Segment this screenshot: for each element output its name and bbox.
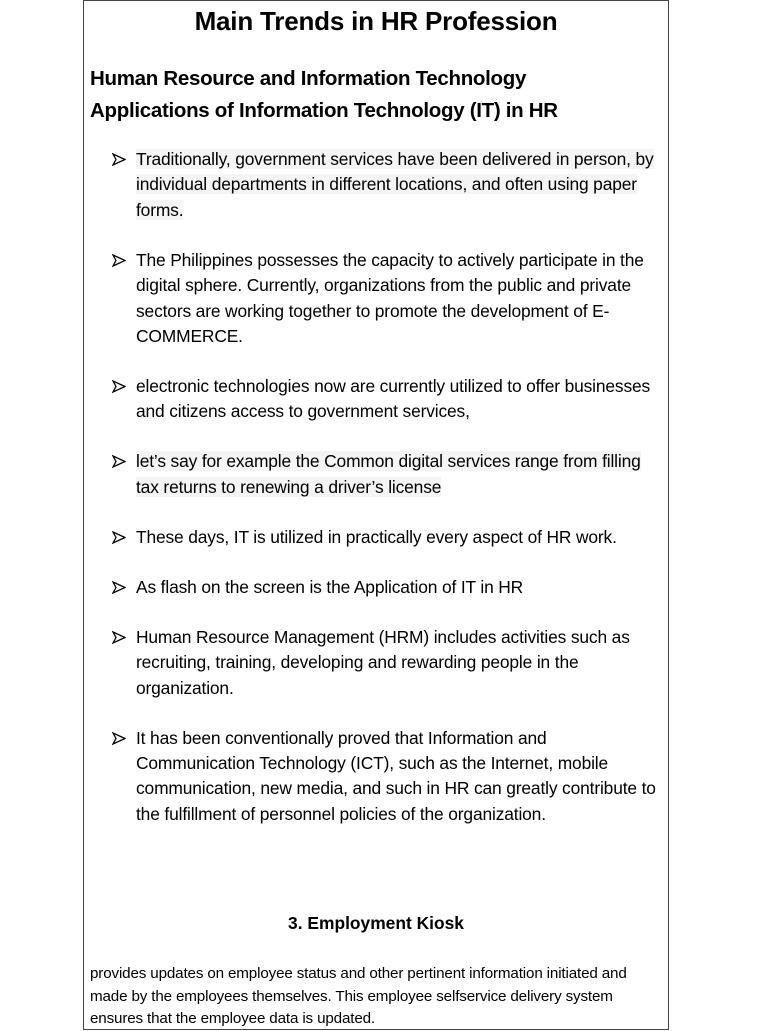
bullet-text: electronic technologies now are currently utilized to offer businesses and citizens access to government services,: [136, 376, 651, 422]
arrowhead-bullet-icon: [112, 581, 126, 594]
arrowhead-bullet-icon: [112, 380, 126, 393]
bullet-text: Traditionally, government services have been delivered in person, by individual departments in different locations, and often using paper forms.: [136, 149, 654, 220]
bullet-text: Human Resource Management (HRM) includes activities such as recruiting, training, developing and rewarding people in the organization.: [136, 626, 630, 698]
subheading: [90, 63, 665, 127]
arrowhead-bullet-icon: [112, 732, 126, 745]
bullet-item: [112, 575, 662, 600]
arrowhead-bullet-icon: [112, 254, 126, 267]
page-title: Main Trends in HR Profession: [194, 6, 558, 36]
bullet-item: [112, 525, 662, 550]
bullet-item: [112, 147, 662, 223]
bullet-text: let’s say for example the Common digital services range from filling tax returns to renewing a driver’s license: [136, 451, 641, 497]
subheading-line-1: Human Resource and Information Technology: [90, 67, 527, 90]
arrowhead-bullet-icon: [112, 153, 126, 166]
arrowhead-bullet-icon: [112, 531, 126, 544]
section-paragraph: provides updates on employee status and other pertinent information initiated and made by the employees themselves. This employee selfservice delivery system ensures that the employee data is updated.: [90, 965, 627, 1027]
bullet-item: [112, 248, 662, 350]
bullet-text: The Philippines possesses the capacity to actively participate in the digital sphere. Currently, organizations from the public and private sectors are working together to promote the development of E-COMMERCE.: [136, 249, 644, 347]
bullet-item: [112, 449, 662, 500]
bullet-list: [112, 147, 662, 852]
bullet-text: As flash on the screen is the Application of IT in HR: [136, 576, 524, 597]
document-page: [83, 0, 669, 1030]
arrowhead-bullet-icon: [112, 631, 126, 644]
bullet-item: [112, 726, 662, 828]
section-title: 3. Employment Kiosk: [288, 913, 464, 933]
bullet-item: [112, 374, 662, 425]
arrowhead-bullet-icon: [112, 455, 126, 468]
bullet-text: These days, IT is utilized in practically every aspect of HR work.: [136, 526, 617, 547]
bullet-item: [112, 625, 662, 701]
bullet-text: It has been conventionally proved that Information and Communication Technology (ICT), such as the Internet, mobile communication, new media, and such in HR can greatly contribute to the fulfillment of personnel policies of the organization.: [136, 727, 656, 824]
subheading-line-2: Applications of Information Technology (IT) in HR: [90, 99, 558, 122]
